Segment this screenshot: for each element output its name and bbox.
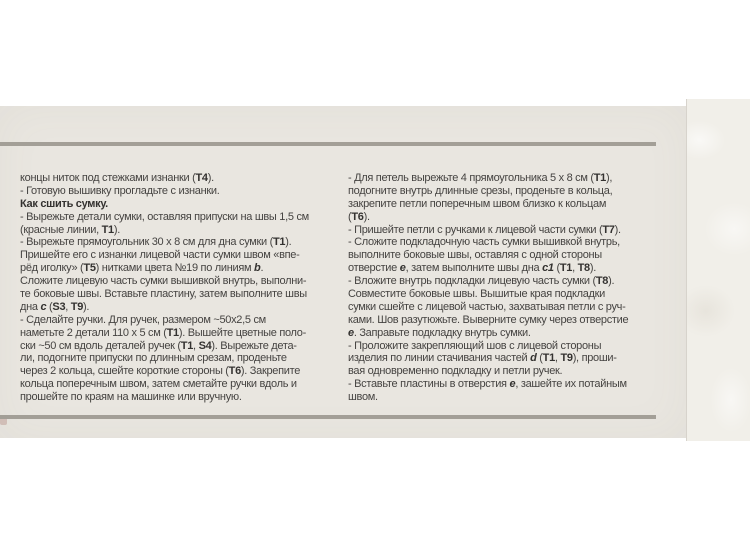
- pattern-reference: Т9: [560, 352, 573, 365]
- text-segment: - Для петель вырежьте 4 прямоугольника 5 х 8 см (: [348, 172, 594, 184]
- instructions-right-column: [348, 172, 628, 404]
- text-line: [348, 211, 628, 224]
- text-segment: (: [348, 210, 352, 223]
- pattern-reference: Т8: [577, 262, 590, 275]
- text-line: [20, 340, 309, 353]
- text-line: [20, 352, 309, 365]
- text-segment: - Вырежьте прямоугольник 30 х 8 см для дна сумки (: [20, 236, 274, 249]
- text-segment: ) нитками цвета №19 по линиям: [95, 262, 255, 275]
- text-line: [20, 224, 309, 237]
- text-line: [20, 249, 309, 262]
- pattern-reference: Т1: [273, 236, 286, 249]
- text-segment: ). Закрепите: [240, 365, 301, 378]
- text-segment: ,: [65, 300, 71, 313]
- text-segment: ), проши-: [572, 352, 617, 365]
- text-line: [20, 301, 309, 314]
- text-line: [348, 378, 628, 391]
- text-line: [348, 391, 628, 404]
- pattern-reference: Как сшить сумку.: [20, 197, 108, 210]
- text-line: [20, 262, 309, 275]
- text-segment: ).: [614, 223, 621, 236]
- text-segment: (красные линии,: [20, 223, 102, 236]
- pattern-reference: Т4: [195, 172, 208, 184]
- text-segment: подогните внутрь длинные срезы, проденьте в кольца,: [348, 184, 613, 197]
- text-segment: (: [46, 300, 53, 313]
- text-line: [348, 327, 628, 340]
- pattern-reference: d: [530, 352, 537, 365]
- text-line: [348, 185, 628, 198]
- text-segment: (: [553, 262, 560, 275]
- text-segment: кольца поперечным швом, затем сметайте ручки вдоль и: [20, 378, 297, 391]
- text-line: [20, 236, 309, 249]
- text-segment: ,: [554, 352, 561, 365]
- pattern-reference: Т6: [228, 365, 241, 378]
- pattern-reference: e: [509, 378, 516, 391]
- text-segment: - Сложите подкладочную часть сумки вышивкой внутрь,: [348, 236, 620, 249]
- text-segment: Сложите лицевую часть сумки вышивкой внутрь, выполни-: [20, 275, 307, 288]
- text-segment: , зашейте их потайным: [515, 378, 627, 391]
- text-segment: ).: [608, 275, 615, 288]
- text-line: [348, 262, 628, 275]
- text-segment: ),: [605, 172, 613, 184]
- text-segment: дна: [20, 300, 41, 313]
- text-segment: прошейте по краям на машинке или вручную.: [20, 391, 242, 404]
- text-line: [348, 198, 628, 211]
- text-segment: ).: [113, 223, 120, 236]
- text-segment: ,: [193, 339, 199, 352]
- text-segment: сумки сшейте с лицевой частью, захватывая петли с руч-: [348, 300, 626, 313]
- text-line: [20, 378, 309, 391]
- text-line: [20, 288, 309, 301]
- text-line: [20, 365, 309, 378]
- text-segment: - Вырежьте детали сумки, оставляя припуски на швы 1,5 см: [20, 210, 309, 223]
- pattern-reference: Т9: [70, 300, 84, 313]
- text-line: [348, 365, 628, 378]
- pattern-reference: Т1: [166, 326, 179, 339]
- text-line: [20, 172, 309, 185]
- pattern-reference: b: [254, 262, 261, 275]
- text-segment: отверстие: [348, 262, 400, 275]
- text-segment: Пришейте его с изнанки лицевой части сумки швом «впе-: [20, 249, 300, 262]
- text-segment: рёд иголку» (: [20, 262, 84, 275]
- page-edge-strip: [686, 99, 750, 441]
- text-line: [20, 198, 309, 211]
- text-segment: ски ~50 см вдоль деталей ручек (: [20, 339, 181, 352]
- text-segment: швом.: [348, 391, 378, 404]
- text-line: [348, 340, 628, 353]
- pattern-reference: Т5: [83, 262, 96, 275]
- text-segment: ). Вышейте цветные поло-: [178, 326, 306, 339]
- text-segment: ).: [363, 210, 370, 223]
- text-segment: концы ниток под стежками изнанки (: [20, 172, 196, 184]
- text-line: [348, 352, 628, 365]
- text-segment: ). Вырежьте дета-: [211, 339, 297, 352]
- text-segment: - Сделайте ручки. Для ручек, размером ~50х2,5 см: [20, 313, 266, 326]
- pattern-reference: S3: [52, 300, 66, 313]
- top-divider-rule: [0, 142, 656, 146]
- text-line: [348, 249, 628, 262]
- pattern-reference: Т1: [180, 339, 194, 352]
- text-segment: те боковые швы. Вставьте пластину, затем выполните швы: [20, 288, 307, 301]
- text-line: [20, 391, 309, 404]
- text-segment: - Пришейте петли с ручками к лицевой части сумки (: [348, 223, 603, 236]
- instructions-left-column: [20, 172, 309, 404]
- text-line: [348, 236, 628, 249]
- text-line: [20, 211, 309, 224]
- text-segment: - Вложите внутрь подкладки лицевую часть сумки (: [348, 275, 596, 288]
- pattern-reference: Т1: [593, 172, 606, 184]
- pattern-reference: Т1: [542, 352, 555, 365]
- text-segment: выполните боковые швы, оставляя с одной стороны: [348, 249, 602, 262]
- text-segment: ли, подогните припуски по длинным срезам, проденьте: [20, 352, 287, 365]
- text-segment: ,: [572, 262, 578, 275]
- text-segment: Совместите боковые швы. Вышитые края подкладки: [348, 288, 606, 301]
- bottom-divider-rule: [0, 415, 656, 419]
- text-line: [20, 327, 309, 340]
- text-line: [348, 288, 628, 301]
- text-segment: ).: [83, 300, 90, 313]
- text-segment: закрепите петли поперечным швом близко к кольцам: [348, 197, 607, 210]
- text-segment: ).: [589, 262, 596, 275]
- pattern-reference: c: [40, 300, 47, 313]
- text-segment: (: [536, 352, 543, 365]
- text-line: [348, 172, 628, 185]
- pattern-reference: Т8: [595, 275, 609, 288]
- text-line: [348, 224, 628, 237]
- pattern-reference: S4: [198, 339, 212, 352]
- text-segment: ).: [285, 236, 292, 249]
- text-line: [20, 314, 309, 327]
- text-line: [348, 275, 628, 288]
- text-line: [348, 301, 628, 314]
- text-segment: , затем выполните швы дна: [405, 262, 543, 275]
- text-segment: наметьте 2 детали 110 х 5 см (: [20, 326, 167, 339]
- pattern-reference: Т6: [351, 210, 364, 223]
- text-segment: вая одновременно подкладку и петли ручек.: [348, 365, 563, 378]
- text-segment: - Проложите закрепляющий шов с лицевой стороны: [348, 339, 602, 352]
- pattern-reference: Т1: [101, 223, 114, 236]
- text-line: [348, 314, 628, 327]
- pattern-reference: e: [348, 326, 354, 339]
- text-segment: ).: [207, 172, 214, 184]
- text-line: [20, 185, 309, 198]
- pattern-reference: Т7: [602, 223, 615, 236]
- text-segment: ками. Шов разутюжьте. Выверните сумку через отверстие: [348, 313, 629, 326]
- pattern-reference: e: [399, 262, 406, 275]
- text-segment: изделия по линии стачивания частей: [348, 352, 531, 365]
- text-segment: - Вставьте пластины в отверстия: [348, 378, 510, 391]
- text-segment: . Заправьте подкладку внутрь сумки.: [353, 326, 531, 339]
- text-segment: через 2 кольца, сшейте короткие стороны (: [20, 365, 229, 378]
- pattern-reference: c1: [542, 262, 554, 275]
- text-segment: .: [260, 262, 264, 275]
- pattern-reference: Т1: [559, 262, 573, 275]
- text-segment: - Готовую вышивку прогладьте с изнанки.: [20, 184, 220, 197]
- text-line: [20, 275, 309, 288]
